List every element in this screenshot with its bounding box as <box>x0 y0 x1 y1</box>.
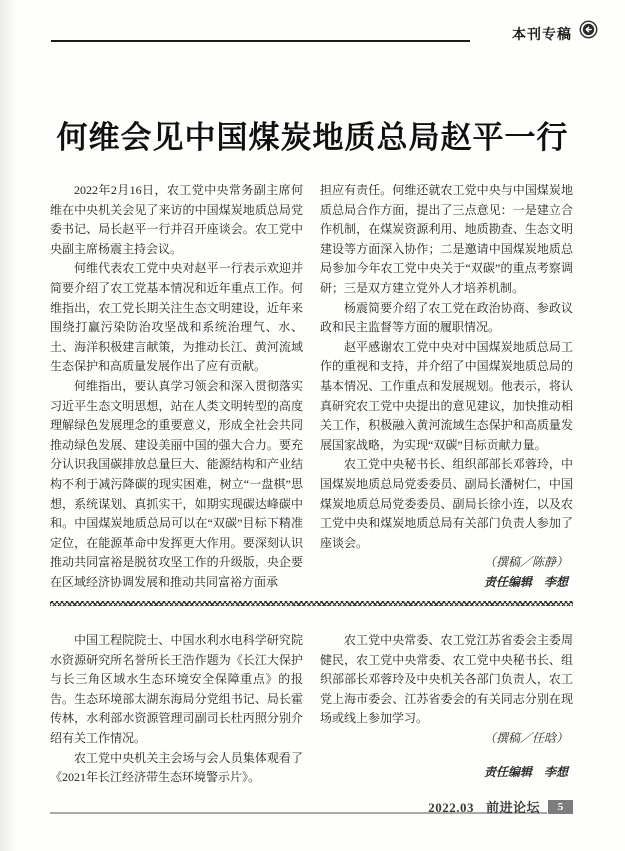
article2-right-column <box>320 631 573 788</box>
body-paragraph: 农工党中央常委、农工党江苏省委会主委周健民，农工党中央常委、农工党中央秘书长、组织部部长邓蓉玲及中央机关各部门负责人，农工党上海市委会、江苏省委会的有关同志分别在现场或线上参加学习。 <box>320 633 573 726</box>
article1-body <box>50 181 573 592</box>
article1-left-column <box>50 181 303 592</box>
section-label: 本刊专稿 <box>512 26 572 42</box>
page-number-badge: 5 <box>548 800 573 814</box>
body-paragraph: 农工党中央秘书长、组织部部长邓蓉玲，中国煤炭地质总局党委委员、副局长潘树仁，中国煤炭地质总局党委委员、副局长徐小连，以及农工党中央和煤炭地质总局有关部门负责人参加了座谈会。 <box>320 457 573 550</box>
article-divider <box>50 601 573 606</box>
editor-credit: 责任编辑 李想 <box>483 764 568 779</box>
body-paragraph: 担应有责任。何维还就农工党中央与中国煤炭地质总局合作方面，提出了三点意见：一是建立合作机制，在煤炭资源利用、地质勘查、生态文明建设等方面深入协作；二是邀请中国煤炭地质总局参加今年农工党中央关于“双碳”的重点考察调研；三是双方建立党外人才培养机制。 <box>320 183 573 295</box>
body-paragraph: 农工党中央机关主会场与会人员集体观看了《2021年长江经济带生态环境警示片》。 <box>50 750 303 785</box>
body-paragraph: 中国工程院院士、中国水利水电科学研究院水资源研究所名誉所长王浩作题为《长江大保护与长三角区域水生态环境安全保障重点》的报告。生态环境部太湖东海局分党组书记、局长霍传林，水利部水资源管理司副司长杜丙照分别介绍有关工作情况。 <box>50 633 303 745</box>
byline-credit: （撰稿／任晗） <box>483 730 568 745</box>
article2-left-column <box>50 631 303 788</box>
body-paragraph: 何维代表农工党中央对赵平一行表示欢迎并简要介绍了农工党基本情况和近年重点工作。何维指出，农工党长期关注生态文明建设，近年来围绕打赢污染防治攻坚战和系统治理气、水、土、海洋积极建言献策，为推动长江、黄河流域生态保护和高质量发展作出了应有贡献。 <box>50 261 303 374</box>
page-header <box>51 24 598 42</box>
body-paragraph: 何维指出，要认真学习领会和深入贯彻落实习近平生态文明思想，站在人类文明转型的高度理解绿色发展理念的重要意义，形成全社会共同推动绿色发展、建设美丽中国的强大合力。要充分认识我国碳排放总量巨大、能源结构和产业结构不利于减污降碳的现实困难，树立“一盘棋”思想，系统谋划、真抓实干，如期实现碳达峰碳中和。中国煤炭地质总局可以在“双碳”目标下精准定位，在能源革命中发挥更大作用。要深刻认识推动共同富裕是脱贫攻坚工作的升级版，央企要在区域经济协调发展和推动共同富裕方面承 <box>50 378 303 589</box>
footer-journal-info <box>428 797 540 816</box>
issue-date: 2022.03 <box>428 800 474 815</box>
body-paragraph: 赵平感谢农工党中央对中国煤炭地质总局工作的重视和支持，并介绍了中国煤炭地质总局的基本情况、工作重点和发展规划。他表示，将认真研究农工党中央提出的意见建议，加快推动相关工作，积极融入黄河流域生态保护和高质量发展国家战略，为实现“双碳”目标贡献力量。 <box>320 339 573 452</box>
byline-credit: （撰稿／陈静） <box>483 555 568 570</box>
editor-credit: 责任编辑 李想 <box>483 574 568 589</box>
article1-right-column <box>320 181 573 592</box>
header-rule <box>51 40 470 42</box>
page-footer <box>50 796 573 816</box>
journal-name: 前进论坛 <box>485 800 540 815</box>
article2-body <box>50 631 573 788</box>
article-title: 何维会见中国煤炭地质总局赵平一行 <box>56 120 569 155</box>
circle-back-arrow-icon <box>579 20 598 44</box>
body-paragraph: 杨震简要介绍了农工党在政治协商、参政议政和民主监督等方面的履职情况。 <box>320 300 573 335</box>
body-paragraph: 2022年2月16日，农工党中央常务副主席何维在中央机关会见了来访的中国煤炭地质总局党委书记、局长赵平一行并召开座谈会。农工党中央副主席杨震主持会议。 <box>50 183 303 256</box>
